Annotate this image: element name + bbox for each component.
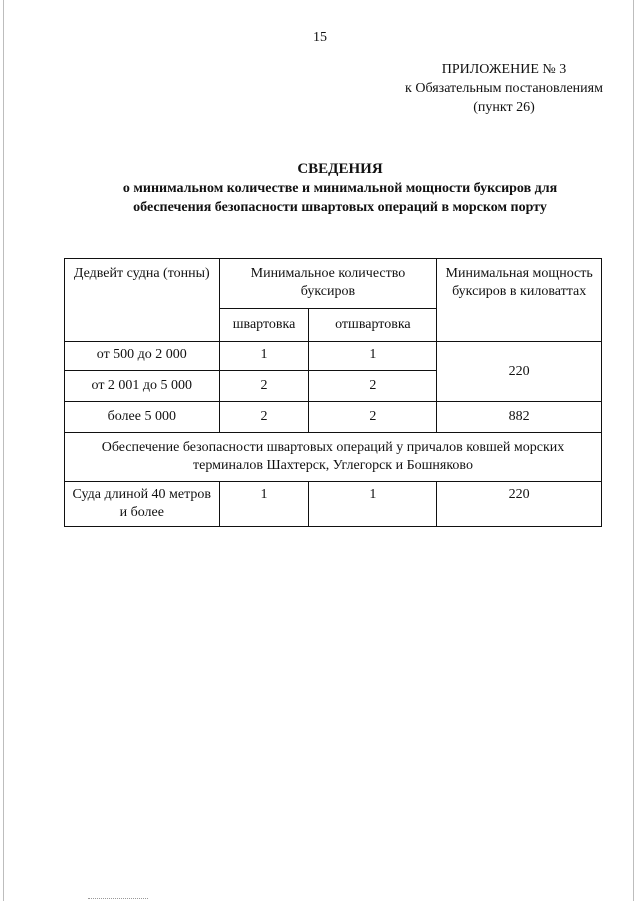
table-header-row [65,259,602,309]
cell-unmooring: 1 [309,482,437,527]
cell-deadweight: от 500 до 2 000 [65,342,220,371]
header-min-power: Минимальная мощность буксиров в киловаттах [437,259,602,342]
header-deadweight: Дедвейт судна (тонны) [65,259,220,342]
document-heading [40,160,640,217]
document-title: СВЕДЕНИЯ [297,161,383,177]
table-row [65,342,602,371]
cell-unmooring: 2 [309,402,437,433]
document-subtitle-line-1: о минимальном количестве и минимальной мощности буксиров для [122,181,558,196]
cell-mooring: 1 [219,342,309,371]
table-section-row [65,433,602,482]
cell-unmooring: 2 [309,371,437,402]
table-row [65,402,602,433]
appendix-line-1: к Обязательным постановлениям [405,81,603,96]
cell-mooring: 1 [219,482,309,527]
cell-power-merged: 220 [437,342,602,402]
cell-mooring: 2 [219,371,309,402]
appendix-title: ПРИЛОЖЕНИЕ № 3 [441,62,567,77]
appendix-line-2: (пункт 26) [473,100,535,115]
cell-power: 220 [437,482,602,527]
cell-mooring: 2 [219,402,309,433]
document-subtitle-line-2: обеспечения безопасности швартовых операций в морском порту [133,200,547,215]
page-number: 15 [313,30,327,45]
cell-deadweight: от 2 001 до 5 000 [65,371,220,402]
header-min-count: Минимальное количество буксиров [219,259,437,309]
cell-deadweight: более 5 000 [65,402,220,433]
appendix-block [380,60,628,117]
header-mooring: швартовка [219,309,309,342]
table-row [65,482,602,527]
header-unmooring: отшвартовка [309,309,437,342]
cell-unmooring: 1 [309,342,437,371]
cell-power: 882 [437,402,602,433]
section-note: Обеспечение безопасности швартовых операций у причалов ковшей морских терминалов Шахтерск, Углегорск и Бошняково [65,433,602,482]
cell-deadweight: Суда длиной 40 метров и более [65,482,220,527]
tugboat-requirements-table [64,258,602,527]
footer-mark [88,898,148,901]
